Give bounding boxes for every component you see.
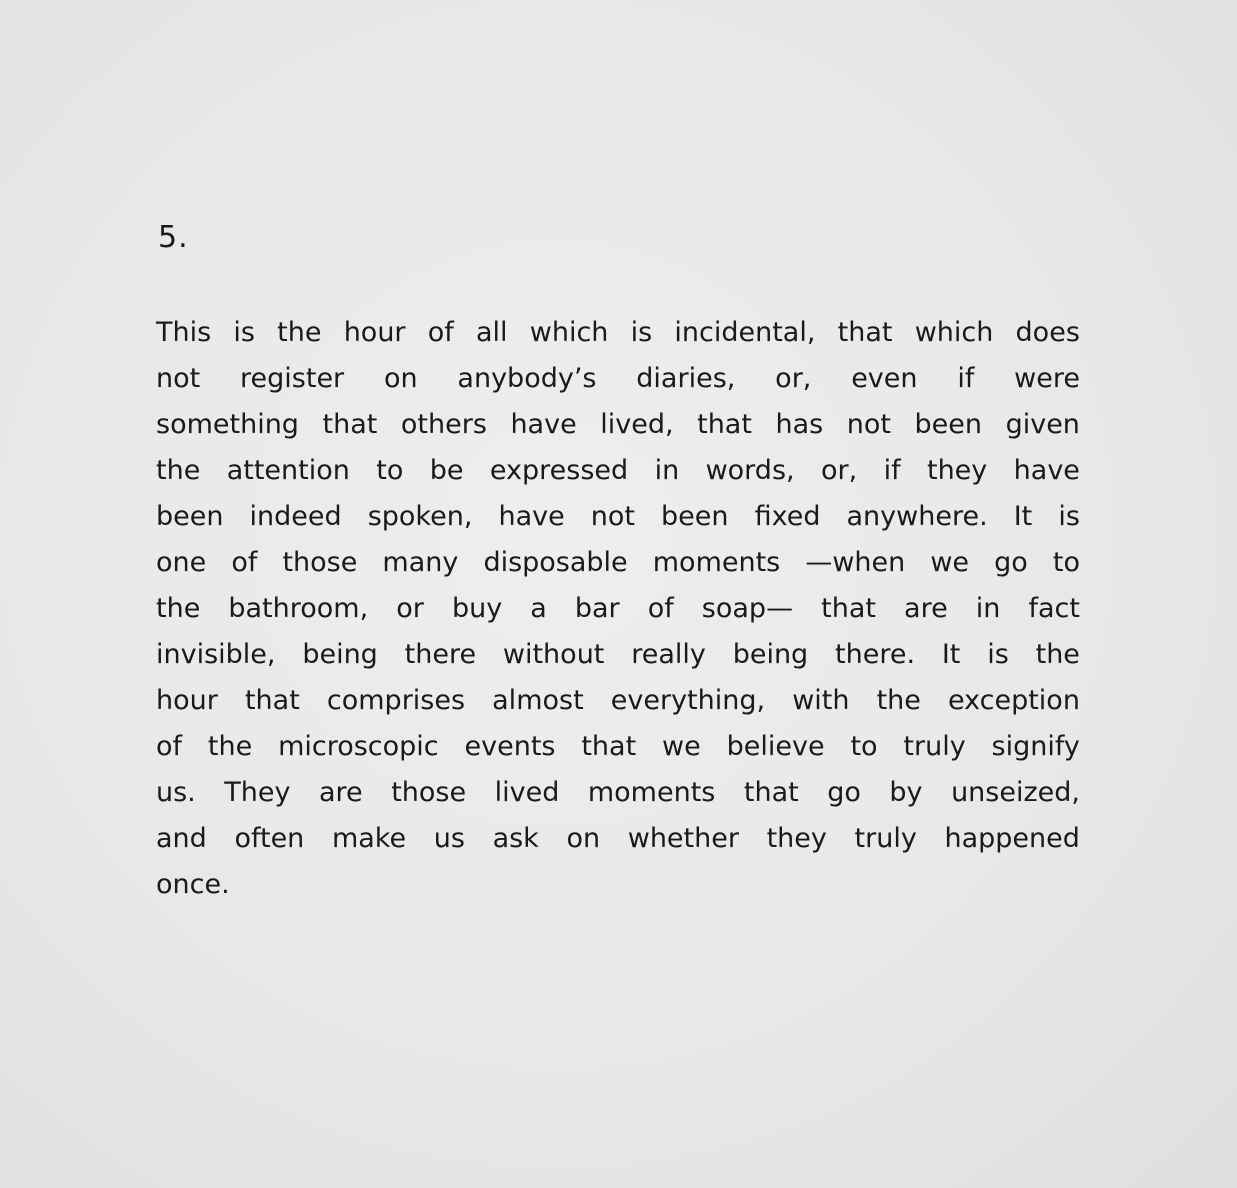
word: words, xyxy=(705,455,795,486)
word: register xyxy=(240,363,345,394)
word: without xyxy=(502,639,605,670)
word: to xyxy=(1052,547,1080,578)
word: are xyxy=(319,777,363,808)
word: of xyxy=(156,731,183,762)
word: or, xyxy=(775,363,812,394)
word: events xyxy=(464,731,556,762)
word: They xyxy=(224,777,291,808)
word: been xyxy=(661,501,729,532)
word: have xyxy=(1013,455,1080,486)
word: being xyxy=(302,639,378,670)
word: the xyxy=(1035,639,1080,670)
word: incidental, xyxy=(674,317,816,348)
word: spoken, xyxy=(367,501,473,532)
word: the xyxy=(277,317,322,348)
word: were xyxy=(1014,363,1080,394)
word: not xyxy=(156,363,201,394)
word: comprises xyxy=(326,685,466,716)
word: fact xyxy=(1028,593,1080,624)
word: buy xyxy=(451,593,503,624)
word: there. xyxy=(835,639,916,670)
word: truly xyxy=(903,731,966,762)
word: many xyxy=(382,547,459,578)
word: given xyxy=(1005,409,1080,440)
word: have xyxy=(510,409,577,440)
word: hour xyxy=(156,685,218,716)
word: if xyxy=(883,455,901,486)
word: even xyxy=(851,363,918,394)
word: has xyxy=(775,409,824,440)
word: hour xyxy=(343,317,406,348)
word: on xyxy=(383,363,418,394)
word: is xyxy=(1058,501,1080,532)
text-line xyxy=(156,540,1080,586)
text-line xyxy=(156,770,1080,816)
word: fixed xyxy=(754,501,821,532)
word: or xyxy=(396,593,424,624)
word: something xyxy=(156,409,299,440)
word: us. xyxy=(156,777,196,808)
body-paragraph xyxy=(156,310,1080,908)
word: in xyxy=(654,455,680,486)
word: of xyxy=(647,593,674,624)
word: almost xyxy=(492,685,584,716)
word: us xyxy=(433,823,465,854)
word: have xyxy=(498,501,565,532)
word: invisible, xyxy=(156,639,276,670)
word: moments xyxy=(587,777,716,808)
word: on xyxy=(566,823,601,854)
word: we xyxy=(662,731,701,762)
word: lived, xyxy=(600,409,674,440)
word: to xyxy=(376,455,404,486)
word: ask xyxy=(492,823,539,854)
word: once. xyxy=(156,869,230,900)
word: —when xyxy=(805,547,906,578)
word: the xyxy=(876,685,921,716)
word: happened xyxy=(944,823,1080,854)
word: This xyxy=(156,317,212,348)
word: all xyxy=(475,317,508,348)
word: the xyxy=(156,593,201,624)
word: being xyxy=(732,639,809,670)
word: is xyxy=(233,317,255,348)
word: that xyxy=(821,593,876,624)
text-line xyxy=(156,448,1080,494)
text-line xyxy=(156,816,1080,862)
word: those xyxy=(282,547,358,578)
text-line xyxy=(156,724,1080,770)
word: of xyxy=(427,317,454,348)
word: we xyxy=(930,547,970,578)
word: expressed xyxy=(489,455,629,486)
word: a xyxy=(530,593,547,624)
text-line xyxy=(156,310,1080,356)
word: with xyxy=(792,685,850,716)
word: been xyxy=(156,501,224,532)
text-line xyxy=(156,678,1080,724)
word: make xyxy=(331,823,407,854)
text-line xyxy=(156,494,1080,540)
word: It xyxy=(941,639,961,670)
word: truly xyxy=(854,823,917,854)
word: whether xyxy=(627,823,739,854)
word: that xyxy=(837,317,893,348)
word: there xyxy=(404,639,477,670)
word: moments xyxy=(652,547,781,578)
word: or, xyxy=(820,455,858,486)
word: microscopic xyxy=(278,731,439,762)
word: they xyxy=(766,823,827,854)
word: does xyxy=(1015,317,1080,348)
word: that xyxy=(581,731,637,762)
text-line xyxy=(156,402,1080,448)
word: not xyxy=(590,501,635,532)
word: not xyxy=(846,409,891,440)
word: go xyxy=(994,547,1028,578)
word: been xyxy=(914,409,983,440)
text-line xyxy=(156,862,1080,908)
word: that xyxy=(244,685,300,716)
word: to xyxy=(850,731,878,762)
text-line xyxy=(156,356,1080,402)
word: is xyxy=(987,639,1009,670)
word: believe xyxy=(726,731,825,762)
word: one xyxy=(156,547,207,578)
word: diaries, xyxy=(636,363,736,394)
word: often xyxy=(234,823,305,854)
word: soap— xyxy=(701,593,794,624)
word: others xyxy=(400,409,487,440)
word: that xyxy=(743,777,799,808)
word: anybody’s xyxy=(457,363,597,394)
text-line xyxy=(156,586,1080,632)
word: anywhere. xyxy=(846,501,988,532)
word: which xyxy=(529,317,609,348)
word: really xyxy=(631,639,706,670)
word: they xyxy=(926,455,988,486)
word: lived xyxy=(494,777,560,808)
word: bathroom, xyxy=(228,593,369,624)
word: unseized, xyxy=(951,777,1080,808)
word: are xyxy=(904,593,948,624)
word: be xyxy=(429,455,464,486)
word: by xyxy=(889,777,923,808)
word: which xyxy=(914,317,994,348)
word: everything, xyxy=(610,685,766,716)
word: bar xyxy=(574,593,620,624)
word: go xyxy=(827,777,861,808)
word: attention xyxy=(226,455,350,486)
word: the xyxy=(156,455,201,486)
word: that xyxy=(322,409,378,440)
word: and xyxy=(156,823,207,854)
word: that xyxy=(697,409,752,440)
word: disposable xyxy=(483,547,628,578)
word: indeed xyxy=(249,501,342,532)
word: of xyxy=(231,547,258,578)
word: is xyxy=(630,317,653,348)
word: those xyxy=(391,777,467,808)
word: exception xyxy=(947,685,1080,716)
word: signify xyxy=(991,731,1080,762)
word: in xyxy=(975,593,1001,624)
word: if xyxy=(957,363,975,394)
word: the xyxy=(207,731,253,762)
text-line xyxy=(156,632,1080,678)
section-number: 5. xyxy=(158,220,189,255)
word: It xyxy=(1013,501,1033,532)
